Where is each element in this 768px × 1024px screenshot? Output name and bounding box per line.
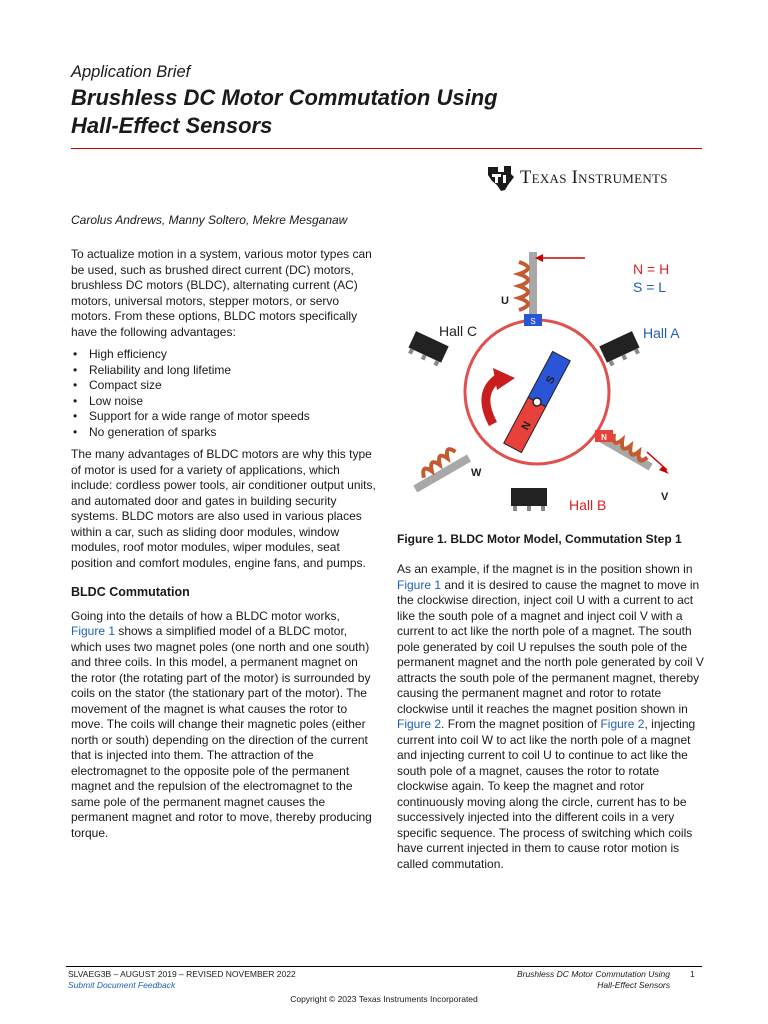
text-run: , injecting current into coil W to act like the north pole of a magnet and injecting current to coil U to continue to act like the south pole of a magnet, causes the rotor to rotate clockwise again. To keep the magnet and rotor continuously moving along the circle, current has to be successively injected into the different coils in a very specific sequence. The process of switching which coils have current injected in them to cause rotor motion is called commutation. [397,717,696,871]
doc-title-line2: Hall-Effect Sensors [71,113,273,138]
copyright: Copyright © 2023 Texas Instruments Incorporated [290,994,478,1004]
ti-state-icon [484,163,516,193]
hall-a-label: Hall A [643,325,680,341]
authors: Carolus Andrews, Manny Soltero, Mekre Mesganaw [71,213,348,227]
header-divider [71,148,702,149]
footer-title [480,969,670,991]
footer-title-line1: Brushless DC Motor Commutation Using [516,969,670,979]
coil-v [595,430,669,474]
figure-1-link[interactable]: Figure 1 [71,624,116,638]
coil-w [413,447,471,492]
rotor-magnet [504,351,570,452]
doc-id: SLVAEG3B – AUGUST 2019 – REVISED NOVEMBER 2022 [68,969,296,979]
coil-v-label: V [661,491,669,503]
list-item: • Low noise [71,394,376,410]
coil-v-pole: N [601,433,607,442]
doc-title [71,84,498,140]
doc-type-label: Application Brief [71,63,191,81]
hall-c-label: Hall C [439,323,478,339]
footer-left [68,969,296,991]
intro-paragraph: To actualize motion in a system, various motor types can be used, such as brushed direct current (DC) motors, brushless DC motors (BLDC), alternating current (AC) motors, universal motors, stepper motors, or servo motors. From these options, BLDC motors specifically have the following advantages: [71,247,372,339]
submit-feedback-link[interactable]: Submit Document Feedback [68,980,176,990]
commutation-paragraph [71,609,376,842]
ti-logo [484,163,704,193]
text-run: As an example, if the magnet is in the position shown in [397,562,693,576]
example-paragraph [397,562,705,872]
text-run: and it is desired to cause the magnet to move in the clockwise direction, inject coil U with a current to act like the south pole of a magnet and inject coil V with a current to act like the north pole of a magnet. The south pole generated by coil U repulses the south pole of the permanent magnet and the north pole generated by coil V attracts the south pole of the permanent magnet, thereby causing the permanent magnet and rotor to rotate clockwise until it reaches the magnet position shown in [397,577,704,716]
coil-u-pole: S [530,317,536,326]
bldc-motor-figure [397,244,707,516]
footer-divider [66,966,702,967]
footer-title-line2: Hall-Effect Sensors [597,980,670,990]
legend-north: N = H [633,261,670,277]
list-item: • No generation of sparks [71,425,376,441]
figure-2-link[interactable]: Figure 2 [600,717,645,731]
rotor-pole-s: S [543,373,558,387]
list-item: • Reliability and long lifetime [71,363,376,379]
figure-caption: Figure 1. BLDC Motor Model, Commutation Step 1 [397,532,682,546]
legend-south: S = L [633,279,667,295]
page-number: 1 [690,969,695,979]
figure-1-link[interactable]: Figure 1 [397,577,442,592]
right-column [397,562,705,872]
text-run: shows a simplified model of a BLDC motor, which uses two magnet poles (one north and one south) and three coils. In this model, a permanent magnet on the rotor (the rotating part of the motor) is surrounded by coils on the stator (the stationary part of the motor). The movement of the magnet is what causes the rotor to move. The coils will change their magnetic poles (either north or south) depending on the direction of the current that is injected into them. The attraction of the electromagnet to the opposite pole of the permanent magnet and the repulsion of the electromagnet to the same pole of the permanent magnet causes the permanent magnet and rotor to move, thereby producing torque. [71,624,372,840]
list-item: • Compact size [71,378,376,394]
coil-u-label: U [501,295,509,307]
text-run: . From the magnet position of [441,717,601,731]
hall-b-label: Hall B [569,497,607,513]
rotor-pole-n: N [519,419,534,433]
figure-2-link[interactable]: Figure 2 [397,717,442,731]
list-item: • Support for a wide range of motor speeds [71,409,376,425]
hall-a-sensor [599,331,641,367]
left-column [71,247,376,841]
advantages-list [71,347,376,440]
coil-u-current-arrow [535,254,585,262]
coil-w-label: W [471,467,482,479]
section-heading: BLDC Commutation [71,585,190,599]
applications-paragraph: The many advantages of BLDC motors are why this type of motor is used for a variety of applications, which include: cordless power tools, air conditioner output units, and automated door and gates in building security systems. BLDC motors are also used in various places within a car, such as sliding door modules, window modules, roof motor modules, wiper modules, seat position and comfort modules, engine fans, and pumps. [71,447,376,570]
list-item: • High efficiency [71,347,376,363]
ti-logo-text: Texas Instruments [520,168,668,188]
hall-b-sensor [511,488,547,511]
doc-title-line1: Brushless DC Motor Commutation Using [71,85,498,110]
coil-u [519,252,542,326]
text-run: Going into the details of how a BLDC motor works, [71,608,340,623]
rotation-arrow [486,368,515,424]
